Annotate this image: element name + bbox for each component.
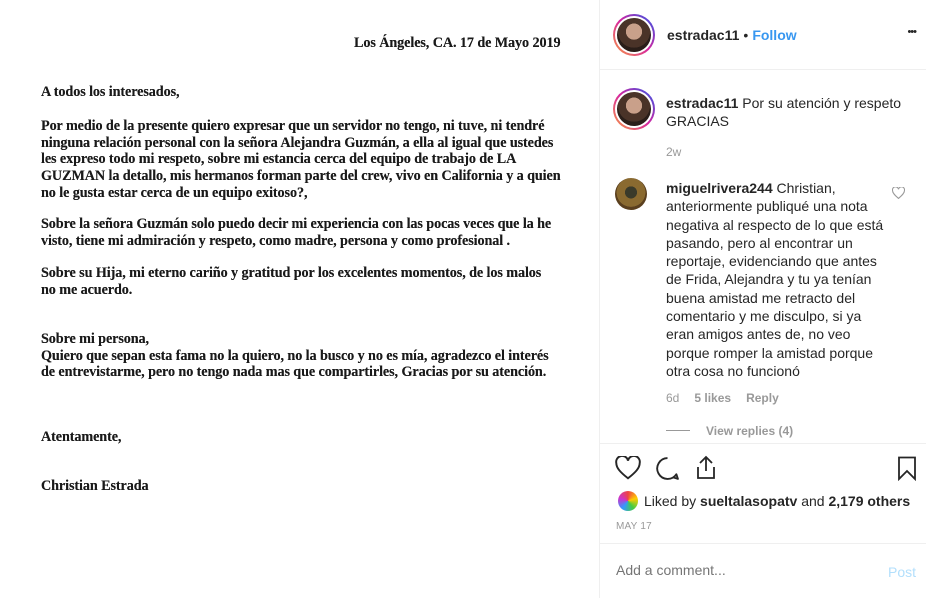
caption-username[interactable]: estradac11	[666, 95, 739, 111]
divider	[600, 543, 926, 544]
comment-reply-button[interactable]: Reply	[746, 391, 779, 405]
comment	[666, 179, 888, 380]
post-sidebar	[599, 0, 926, 598]
comment-meta	[666, 391, 779, 405]
likes-others[interactable]: 2,179 others	[828, 493, 911, 509]
letter-paragraph: Sobre mi persona, Quiero que sepan esta fama no la quiero, no la busco y no es mía, agradezco el interés de entrevistarme, pero no tengo nada mas que compartirles, Gracias por su atención.	[41, 331, 549, 381]
author-avatar[interactable]	[613, 14, 655, 56]
caption	[666, 94, 911, 130]
liker-avatar[interactable]	[618, 491, 638, 511]
comment-time[interactable]: 6d	[666, 391, 680, 405]
comment-like-heart-icon[interactable]	[892, 187, 905, 199]
comment-text: Christian, anteriormente publiqué una nota negativa al respecto de lo que está pasando, pero al encontrar un reportaje, evidenciando que antes de Frida, Alejandra y tu ya tenían buena amistad me retracto del comentario y me disculpo, si ya eran amigos antes de, no veo porque romper la amistad porque otra cosa no funcionó	[666, 180, 884, 379]
view-replies-button[interactable]: View replies (4)	[706, 424, 794, 438]
likes-and: and	[801, 493, 825, 509]
caption-text: Por su atención y respeto GRACIAS	[666, 95, 902, 129]
post-header	[600, 0, 926, 70]
replies-line	[666, 430, 690, 431]
commenter-avatar[interactable]	[615, 178, 647, 210]
save-bookmark-icon[interactable]	[897, 456, 917, 481]
more-options-icon[interactable]: •••	[907, 26, 916, 38]
letter-paragraph: Sobre su Hija, mi eterno cariño y gratitud por los excelentes momentos, de los malos no me acuerdo.	[41, 265, 542, 298]
divider	[600, 443, 926, 444]
comment-username[interactable]: miguelrivera244	[666, 180, 773, 196]
letter-paragraph: Sobre la señora Guzmán solo puedo decir mi experiencia con las pocas veces que la he visto, tiene mi admiración y respeto, como madre, persona y como profesional .	[41, 216, 552, 249]
author-username[interactable]: estradac11	[667, 26, 740, 43]
letter-greeting: A todos los interesados,	[41, 84, 180, 100]
letter-closing: Atentamente,	[41, 429, 122, 445]
likes-summary	[644, 492, 910, 510]
comment-bubble-icon[interactable]	[655, 456, 680, 481]
share-icon[interactable]	[695, 455, 717, 480]
add-comment-input[interactable]	[616, 562, 866, 578]
separator: •	[743, 26, 749, 43]
letter-place-date: Los Ángeles, CA. 17 de Mayo 2019	[354, 35, 561, 51]
post-date[interactable]: MAY 17	[616, 521, 652, 532]
letter-paragraph: Por medio de la presente quiero expresar que un servidor no tengo, ni tuve, ni tendré ninguna relación personal con la señora Alejandra Guzmán, a ella al igual que ustedes les expreso todo mi respeto, sobre mi estancia cerca del equipo de trabajo de LA GUZMAN la detallo, mis hermanos forman parte del crew, vivo en California y a quien no le gusta estar cerca de un equipo exitoso?,	[41, 118, 561, 201]
caption-avatar[interactable]	[613, 88, 655, 130]
like-heart-icon[interactable]	[615, 456, 641, 480]
comment-likes[interactable]: 5 likes	[694, 391, 732, 405]
caption-time[interactable]: 2w	[666, 145, 682, 159]
post-comment-button[interactable]: Post	[887, 564, 916, 580]
liker-username[interactable]: sueltalasopatv	[700, 493, 798, 509]
follow-button[interactable]: Follow	[752, 26, 797, 43]
letter-signature: Christian Estrada	[41, 478, 149, 494]
likes-prefix: Liked by	[644, 493, 697, 509]
